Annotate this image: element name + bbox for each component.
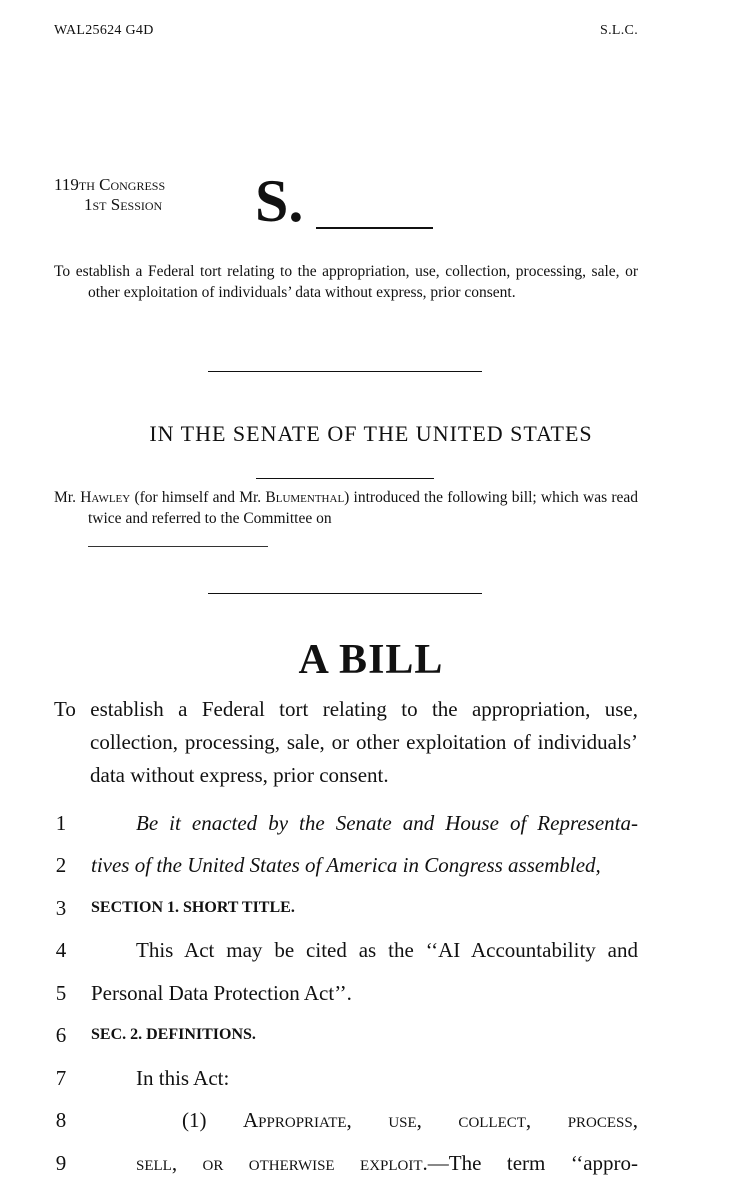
congress-number: 119th Congress <box>54 175 166 194</box>
purpose-summary-text: To establish a Federal tort relating to the appropriation, use, collection, processing, sale, or other exploitation of individuals’ data without express, prior consent. <box>54 263 638 301</box>
sponsor-name: Hawley <box>80 489 131 506</box>
bill-number-prefix: S. <box>255 168 304 234</box>
introduction-text <box>54 487 638 529</box>
purpose-title-text: To establish a Federal tort relating to the appropriation, use, collection, processing, sale, or other exploitation of individuals’ data without express, prior consent. <box>54 697 638 787</box>
divider-short <box>256 478 434 479</box>
enacting-clause-line: tives of the United States of America in Congress assembled, <box>91 853 601 877</box>
bill-heading: A BILL <box>298 637 444 683</box>
line-number: 5 <box>55 981 67 1005</box>
intro-mr: Mr. <box>54 489 81 506</box>
defined-terms: sell, or otherwise exploit. <box>136 1151 428 1175</box>
body-line: In this Act: <box>136 1066 230 1090</box>
bill-number-blank <box>316 227 433 229</box>
session-number: 1st Session <box>84 195 163 214</box>
purpose-title <box>54 693 638 792</box>
line-number: 8 <box>55 1108 67 1132</box>
line-number: 3 <box>55 896 67 920</box>
line-number: 6 <box>55 1023 67 1047</box>
committee-blank <box>88 546 268 547</box>
purpose-summary <box>54 261 638 303</box>
document-code: WAL25624 G4D <box>54 23 154 38</box>
divider <box>208 371 482 372</box>
chamber-heading: IN THE SENATE OF THE UNITED STATES <box>149 421 593 446</box>
intro-middle: (for himself and Mr. <box>130 489 266 506</box>
line-number: 7 <box>55 1066 67 1090</box>
defined-terms: Appropriate, use, collect, process, <box>243 1108 638 1132</box>
enacting-clause-line: Be it enacted by the Senate and House of Representa- <box>136 811 638 835</box>
line-number: 2 <box>55 853 67 877</box>
definition-line <box>136 1148 638 1178</box>
body-line: This Act may be cited as the ‘‘AI Accountability and <box>136 938 638 962</box>
section-heading: SEC. 2. DEFINITIONS. <box>91 1026 256 1043</box>
section-heading: SECTION 1. SHORT TITLE. <box>91 899 295 916</box>
congress-session <box>54 175 165 215</box>
paragraph-marker: (1) <box>182 1108 244 1132</box>
introduction-paragraph <box>54 487 638 529</box>
line-number: 9 <box>55 1151 67 1175</box>
definition-line <box>182 1105 638 1135</box>
body-line: Personal Data Protection Act’’. <box>91 981 352 1005</box>
line-number: 4 <box>55 938 67 962</box>
line-number: 1 <box>55 811 67 835</box>
intro-rest: ) introduced the following bill; which was read twice and referred to the Committee on <box>88 489 638 527</box>
cosponsor-name: Blumenthal <box>265 489 345 506</box>
slc-label: S.L.C. <box>600 23 638 38</box>
divider <box>208 593 482 594</box>
definition-text: —The term ‘‘appro- <box>427 1151 639 1175</box>
